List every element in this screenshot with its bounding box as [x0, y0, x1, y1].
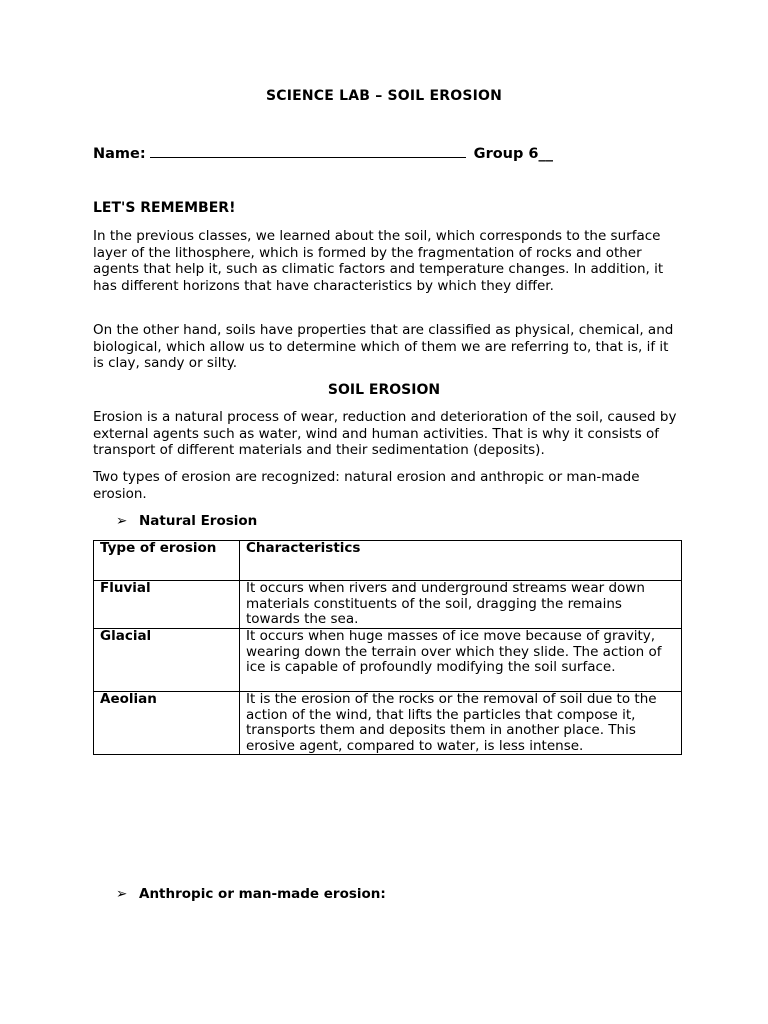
table-header-characteristics: Characteristics [240, 541, 682, 581]
remember-heading: LET'S REMEMBER! [93, 200, 236, 216]
natural-erosion-bullet [116, 513, 257, 530]
name-label: Name: [93, 146, 146, 162]
paragraph-erosion-definition: Erosion is a natural process of wear, reduction and deterioration of the soil, caused by external agents such as water, wind and human activities. That is why it consists of transport of different materials and their sedimentation (deposits). [93, 409, 677, 458]
name-group-line [93, 144, 553, 163]
arrow-bullet-icon: ➢ [116, 513, 128, 529]
table-row [94, 629, 682, 692]
paragraph-erosion-types: Two types of erosion are recognized: natural erosion and anthropic or man-made erosion. [93, 469, 640, 502]
erosion-heading: SOIL EROSION [327, 382, 441, 398]
natural-erosion-label: Natural Erosion [139, 513, 258, 529]
table-header-row [94, 541, 682, 581]
table-header-type: Type of erosion [94, 541, 240, 581]
table-cell-type: Aeolian [94, 692, 240, 755]
group-label: Group 6__ [473, 146, 554, 162]
table-cell-characteristics: It occurs when rivers and underground streams wear down materials constituents of the soil, dragging the remains towards the sea. [240, 581, 682, 629]
table-row [94, 581, 682, 629]
table-cell-characteristics: It is the erosion of the rocks or the removal of soil due to the action of the wind, that lifts the particles that compose it, transports them and deposits them in another place. This erosive agent, compared to water, is less intense. [240, 692, 682, 755]
anthropic-erosion-bullet [116, 886, 386, 903]
document-title: SCIENCE LAB – SOIL EROSION [265, 88, 503, 104]
paragraph-soil-properties: On the other hand, soils have properties that are classified as physical, chemical, and biological, which allow us to determine which of them we are referring to, that is, if it is clay, sandy or silty. [93, 322, 674, 371]
table-cell-type: Glacial [94, 629, 240, 692]
table-cell-type: Fluvial [94, 581, 240, 629]
erosion-types-table [93, 540, 682, 755]
name-blank-line [150, 144, 466, 158]
table-row [94, 692, 682, 755]
table-cell-characteristics: It occurs when huge masses of ice move because of gravity, wearing down the terrain over which they slide. The action of ice is capable of profoundly modifying the soil surface. [240, 629, 682, 692]
arrow-bullet-icon: ➢ [116, 886, 128, 902]
paragraph-soil-intro: In the previous classes, we learned about the soil, which corresponds to the surface layer of the lithosphere, which is formed by the fragmentation of rocks and other agents that help it, such as climatic factors and temperature changes. In addition, it has different horizons that have characteristics by which they differ. [93, 228, 664, 294]
anthropic-erosion-label: Anthropic or man-made erosion: [139, 886, 386, 902]
